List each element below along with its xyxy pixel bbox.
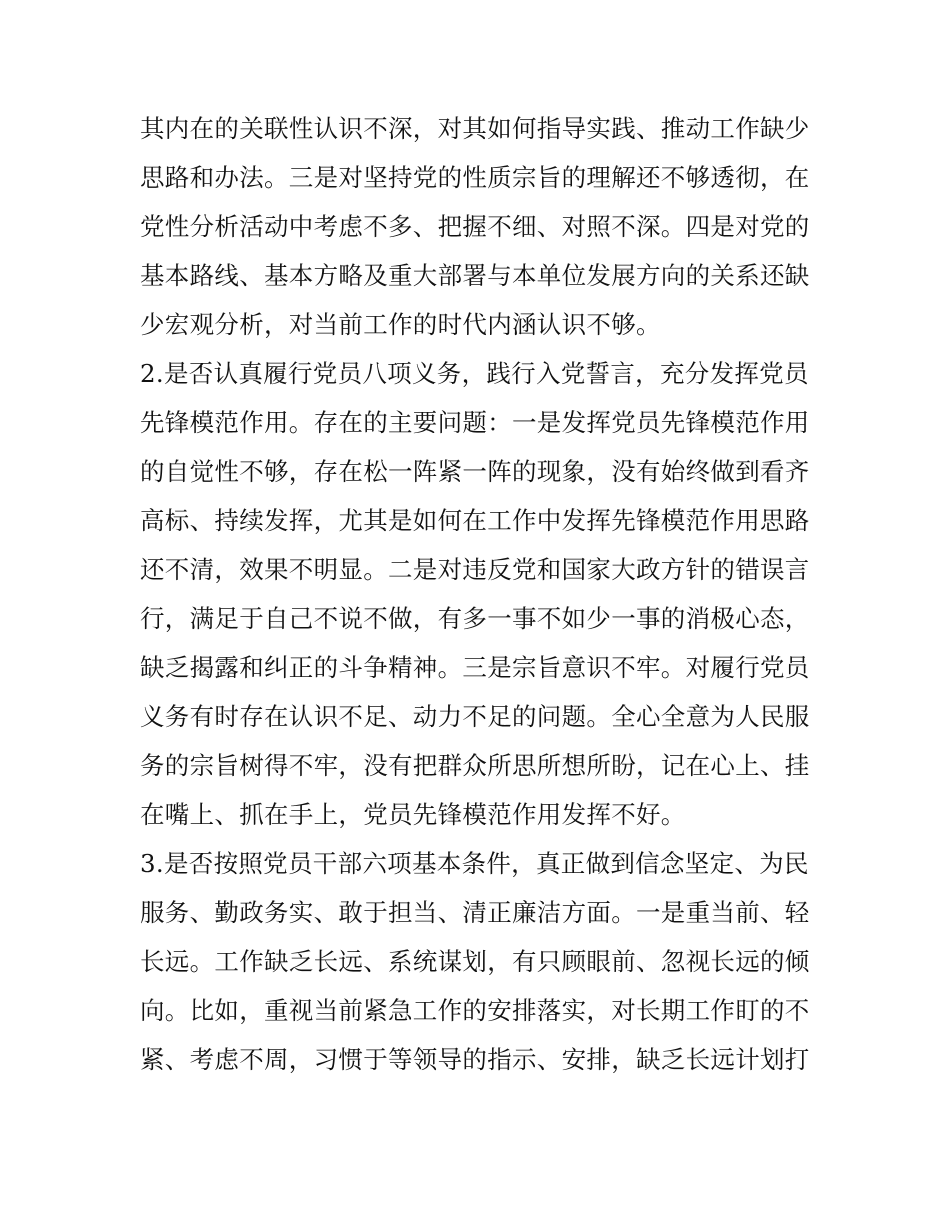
text-line-8: 的自觉性不够，存在松一阵紧一阵的现象，没有始终做到看齐 xyxy=(140,457,810,486)
text-line-1: 其内在的关联性认识不深，对其如何指导实践、推动工作缺少 xyxy=(140,114,810,143)
text-line-18: 长远。工作缺乏长远、系统谋划，有只顾眼前、忽视长远的倾 xyxy=(140,947,810,976)
text-line-17: 服务、勤政务实、敢于担当、清正廉洁方面。一是重当前、轻 xyxy=(140,898,810,927)
text-line-20: 紧、考虑不周，习惯于等领导的指示、安排，缺乏长远计划打 xyxy=(140,1045,810,1074)
text-line-13: 义务有时存在认识不足、动力不足的问题。全心全意为人民服 xyxy=(140,702,810,731)
text-line-15: 在嘴上、抓在手上，党员先锋模范作用发挥不好。 xyxy=(140,800,686,829)
text-line-11: 行，满足于自己不说不做，有多一事不如少一事的消极心态， xyxy=(140,604,810,633)
text-line-7: 先锋模范作用。存在的主要问题：一是发挥党员先锋模范作用 xyxy=(140,408,810,437)
text-line-4: 基本路线、基本方略及重大部署与本单位发展方向的关系还缺 xyxy=(140,261,810,290)
document-body xyxy=(140,104,820,1084)
text-line-2: 思路和办法。三是对坚持党的性质宗旨的理解还不够透彻，在 xyxy=(140,163,810,192)
text-line-19: 向。比如，重视当前紧急工作的安排落实，对长期工作盯的不 xyxy=(140,996,810,1025)
text-line-14: 务的宗旨树得不牢，没有把群众所思所想所盼，记在心上、挂 xyxy=(140,751,810,780)
text-line-16: 3.是否按照党员干部六项基本条件，真正做到信念坚定、为民 xyxy=(140,849,809,878)
text-line-5: 少宏观分析，对当前工作的时代内涵认识不够。 xyxy=(140,310,661,339)
text-line-6: 2.是否认真履行党员八项义务，践行入党誓言，充分发挥党员 xyxy=(140,359,809,388)
text-line-9: 高标、持续发挥，尤其是如何在工作中发挥先锋模范作用思路 xyxy=(140,506,810,535)
text-line-12: 缺乏揭露和纠正的斗争精神。三是宗旨意识不牢。对履行党员 xyxy=(140,653,810,682)
text-line-10: 还不清，效果不明显。二是对违反党和国家大政方针的错误言 xyxy=(140,555,810,584)
text-line-3: 党性分析活动中考虑不多、把握不细、对照不深。四是对党的 xyxy=(140,212,810,241)
